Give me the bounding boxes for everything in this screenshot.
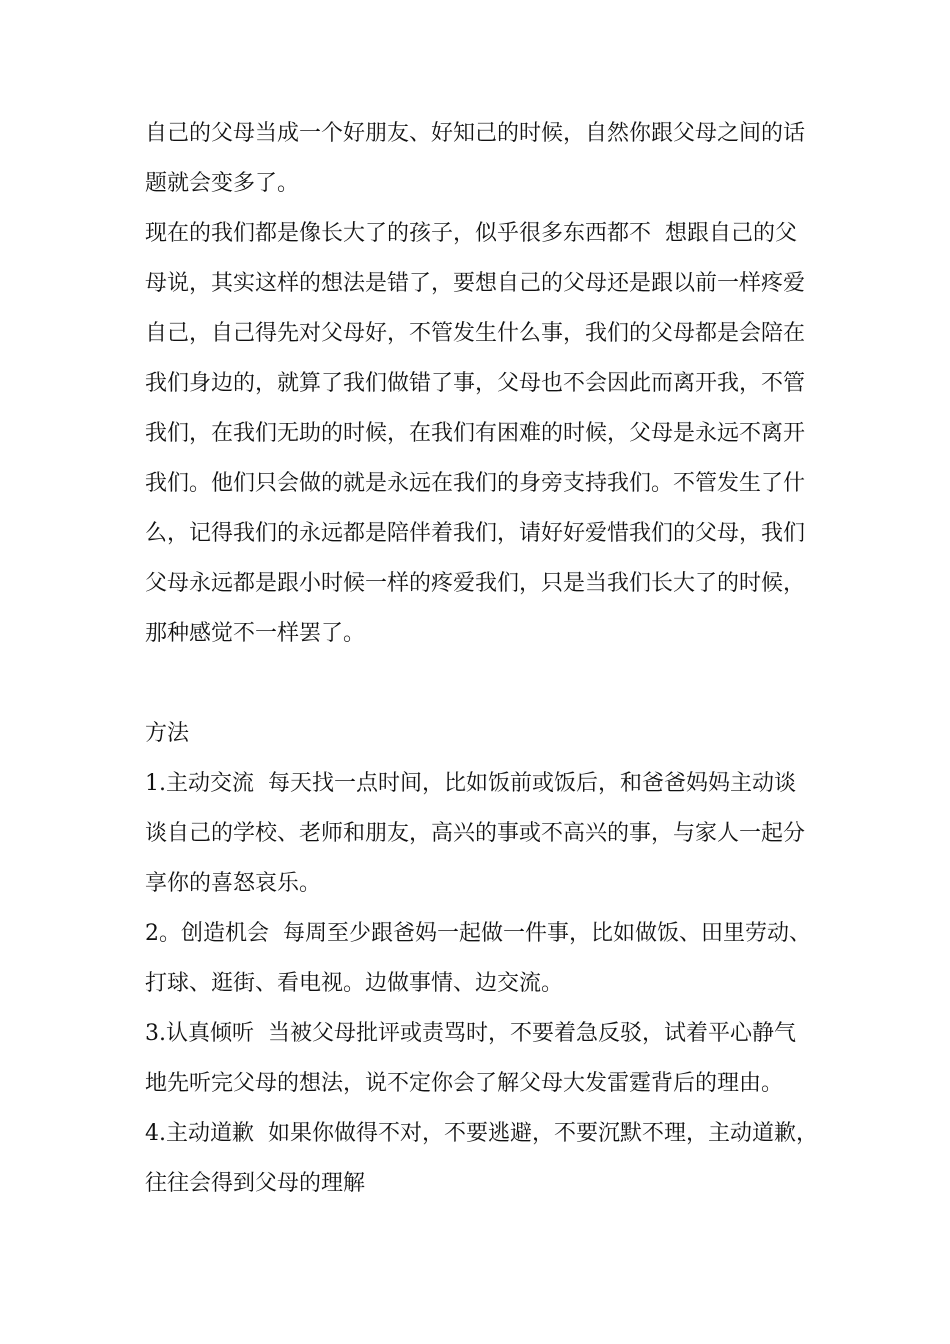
text-line: 父母永远都是跟小时候一样的疼爱我们，只是当我们长大了的时候， — [145, 571, 806, 596]
method-item-line: 享你的喜怒哀乐。 — [145, 871, 322, 896]
section-heading: 方法 — [145, 721, 190, 746]
text-line: 我们。他们只会做的就是永远在我们的身旁支持我们。不管发生了什 — [145, 471, 806, 496]
method-item-line: 往往会得到父母的理解 — [145, 1171, 366, 1196]
text-line: 题就会变多了。 — [145, 171, 300, 196]
method-item-line: 谈自己的学校、老师和朋友，高兴的事或不高兴的事，与家人一起分 — [145, 821, 806, 846]
text-line: 自己，自己得先对父母好，不管发生什么事，我们的父母都是会陪在 — [145, 321, 806, 346]
method-item-line: 打球、逛街、看电视。边做事情、边交流。 — [145, 971, 564, 996]
method-item-line: 1.主动交流 每天找一点时间，比如饭前或饭后，和爸爸妈妈主动谈 — [145, 771, 796, 796]
method-item-line: 地先听完父母的想法，说不定你会了解父母大发雷霆背后的理由。 — [145, 1071, 784, 1096]
method-item-line: 4.主动道歉 如果你做得不对，不要逃避，不要沉默不理，主动道歉， — [145, 1121, 818, 1146]
text-line: 我们，在我们无助的时候，在我们有困难的时候，父母是永远不离开 — [145, 421, 806, 446]
text-line: 自己的父母当成一个好朋友、好知己的时候，自然你跟父母之间的话 — [145, 121, 806, 146]
text-line: 母说，其实这样的想法是错了，要想自己的父母还是跟以前一样疼爱 — [145, 271, 806, 296]
text-line: 么，记得我们的永远都是陪伴着我们，请好好爱惜我们的父母，我们 — [145, 521, 806, 546]
text-line: 我们身边的，就算了我们做错了事，父母也不会因此而离开我，不管 — [145, 371, 806, 396]
text-line: 那种感觉不一样罢了。 — [145, 621, 366, 646]
text-line: 现在的我们都是像长大了的孩子，似乎很多东西都不 想跟自己的父 — [145, 221, 797, 246]
method-item-line: 2。创造机会 每周至少跟爸妈一起做一件事，比如做饭、田里劳动、 — [145, 921, 811, 946]
method-item-line: 3.认真倾听 当被父母批评或责骂时，不要着急反驳，试着平心静气 — [145, 1021, 796, 1046]
